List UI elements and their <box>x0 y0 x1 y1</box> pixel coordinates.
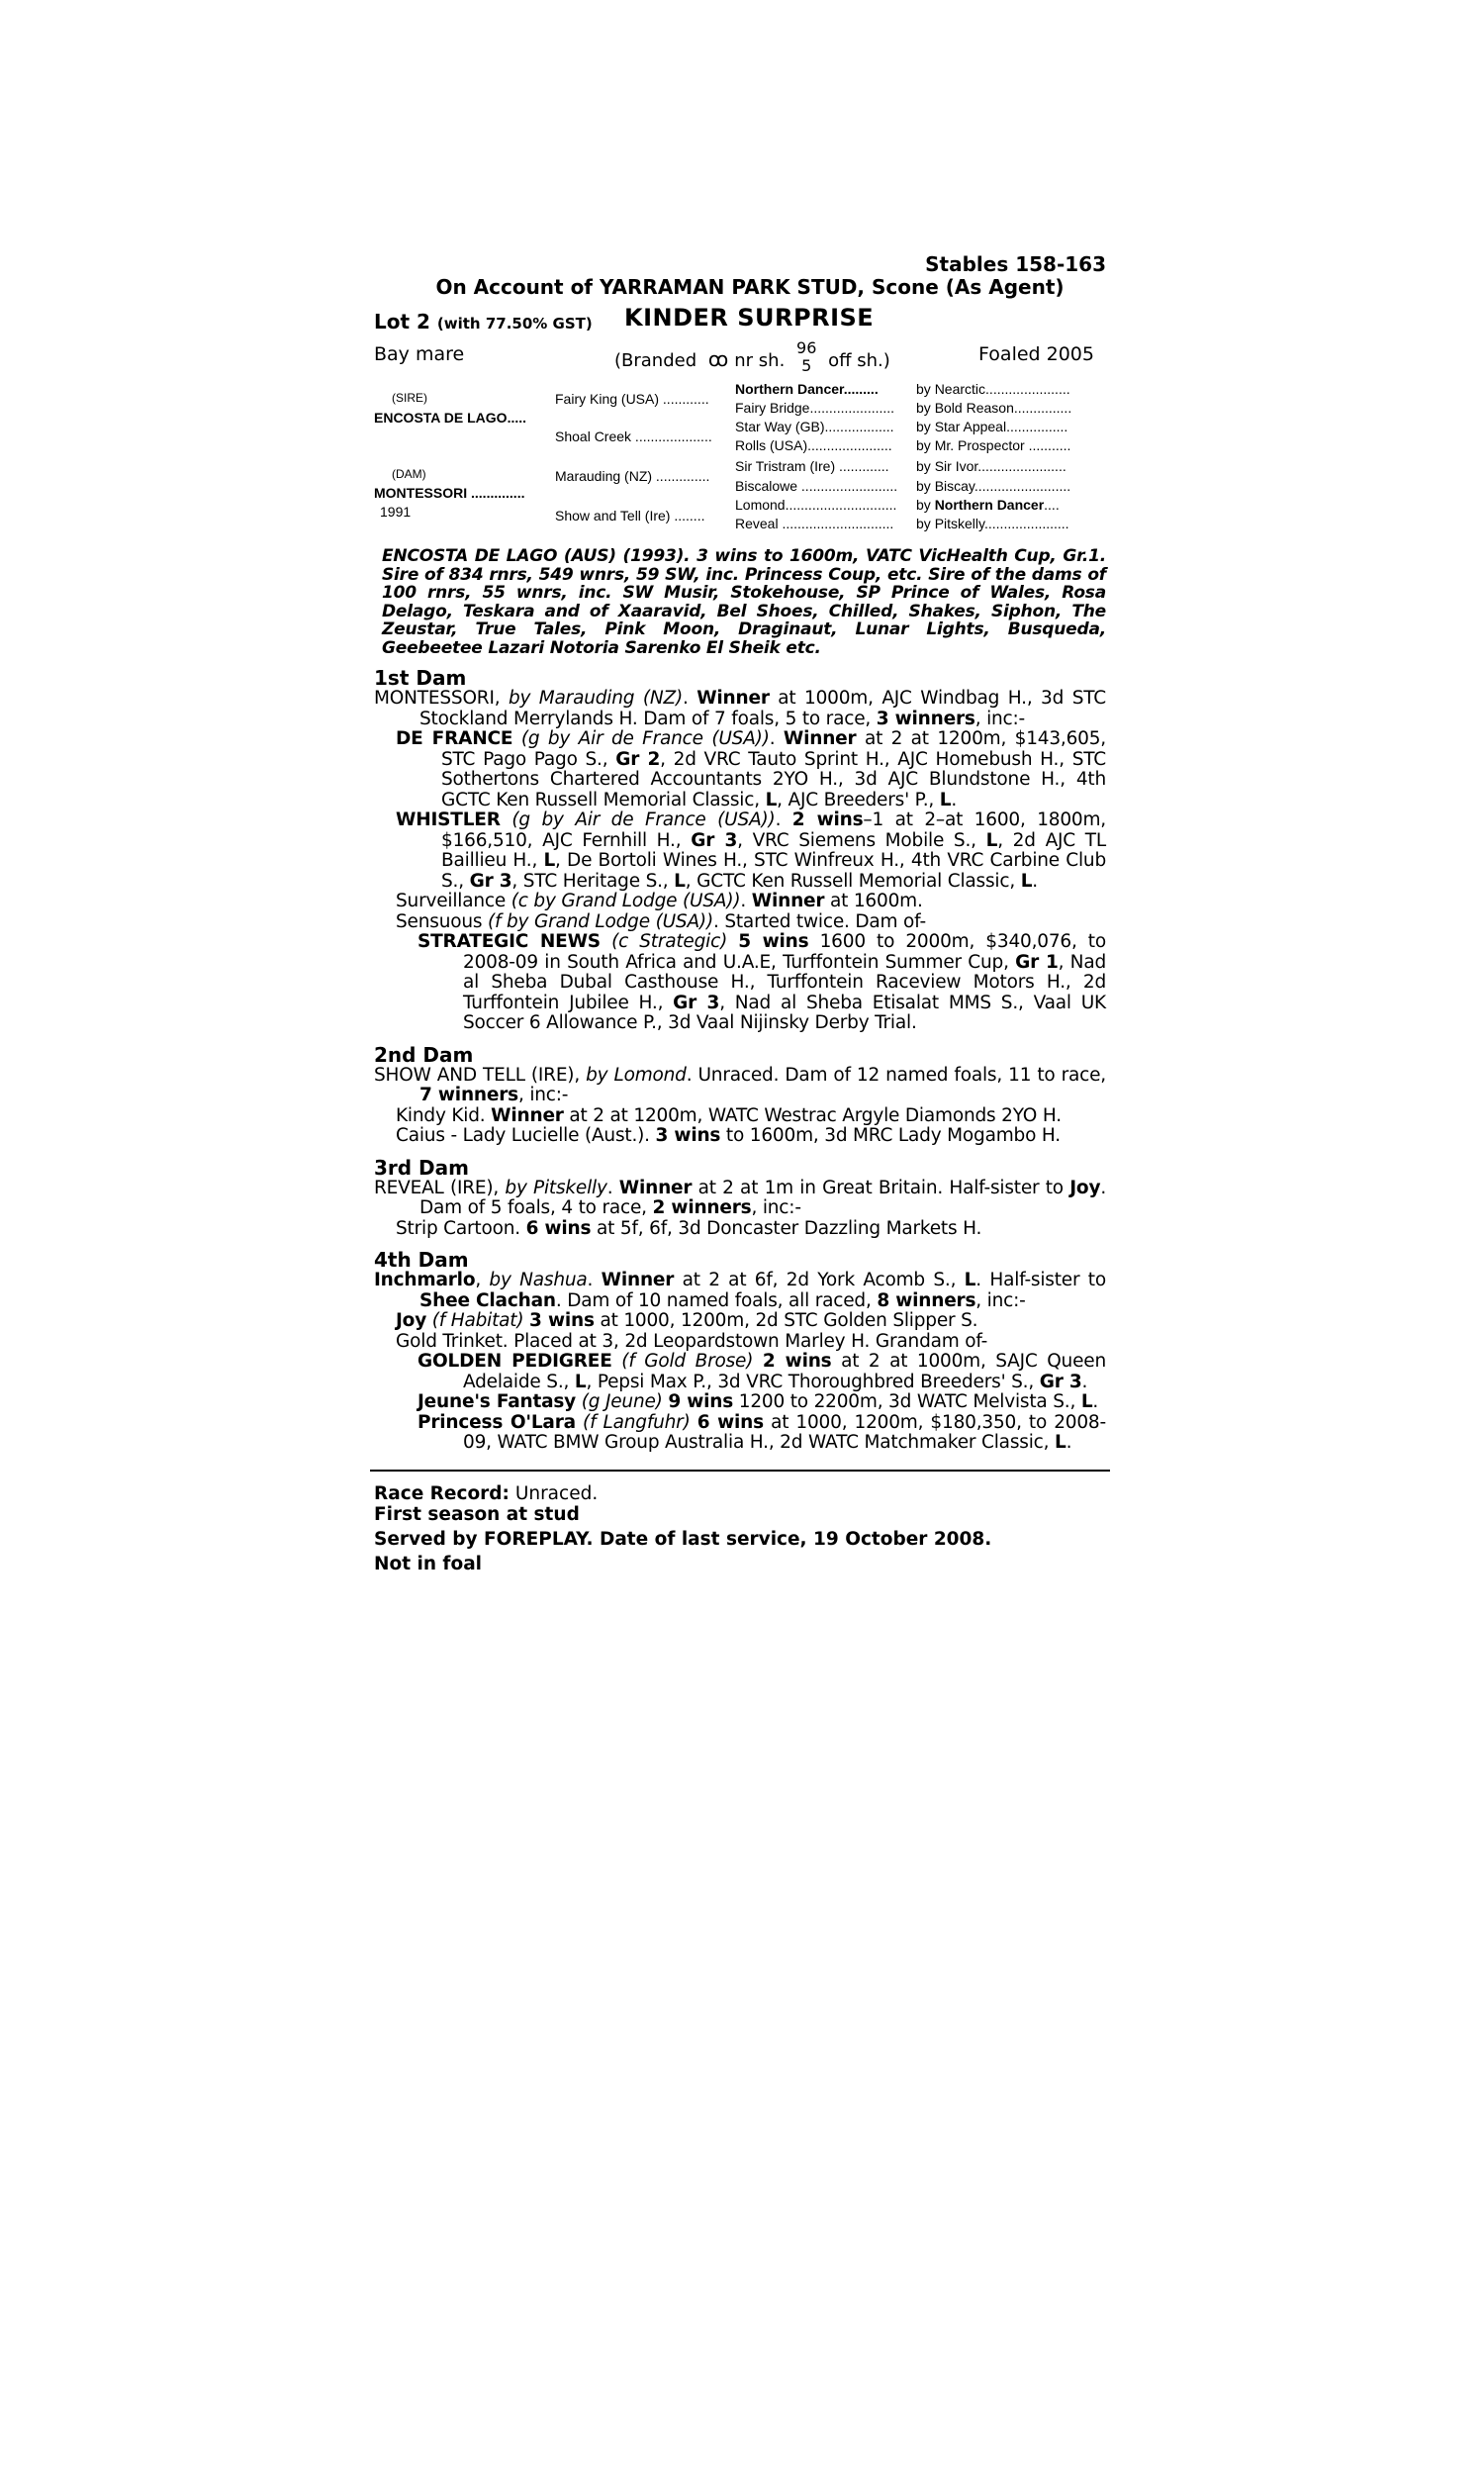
progeny-entry: Caius - Lady Lucielle (Aust.). 3 wins to 1600m, 3d MRC Lady Mogambo H. <box>396 1125 1061 1146</box>
dam-label: (DAM) <box>392 467 426 481</box>
foaled-year: Foaled 2005 <box>978 343 1094 365</box>
vendor-account: On Account of YARRAMAN PARK STUD, Scone (As Agent) <box>435 275 1065 299</box>
lot-row <box>374 302 1106 335</box>
stud-season: First season at stud <box>374 1503 580 1525</box>
divider <box>370 1470 1110 1472</box>
ped-gen4-4: by Mr. Prospector ........... <box>916 437 1071 453</box>
ped-gen4-6: by Biscay......................... <box>916 478 1071 494</box>
brand-near: nr sh. <box>734 350 786 371</box>
progeny-entry: Jeune's Fantasy (g Jeune) 9 wins 1200 to 2200m, 3d WATC Melvista S., L. <box>417 1391 1099 1412</box>
ped-gen3-6: Biscalowe ......................... <box>735 478 898 494</box>
second-dam-heading: 2nd Dam <box>374 1042 474 1067</box>
ped-gen4-3: by Star Appeal................ <box>916 419 1068 434</box>
ped-gen3-3: Star Way (GB).................. <box>735 419 894 434</box>
brand-off: off sh.) <box>828 350 890 371</box>
brand-glyph: ꚙ <box>707 347 729 371</box>
third-dam-entry: REVEAL (IRE), by Pitskelly. Winner at 2 at 1m in Great Britain. Half-sister to Joy. Dam of 5 foals, 4 to race, 2 winners, inc:- <box>374 1177 1106 1218</box>
brand-number-bottom: 5 <box>801 356 812 375</box>
colour-sex: Bay mare <box>374 343 465 365</box>
brand-prefix: (Branded <box>614 350 697 371</box>
horse-name: KINDER SURPRISE <box>624 304 875 332</box>
brand-number-top: 96 <box>796 338 817 357</box>
ped-gen4-5: by Sir Ivor....................... <box>916 458 1067 474</box>
sire-label: (SIRE) <box>392 391 427 405</box>
sire-name: ENCOSTA DE LAGO..... <box>374 410 527 426</box>
dam-year: 1991 <box>380 504 412 520</box>
first-dam-heading: 1st Dam <box>374 666 467 690</box>
service-details: Served by FOREPLAY. Date of last service, 19 October 2008. <box>374 1528 992 1550</box>
progeny-entry: STRATEGIC NEWS (c Strategic) 5 wins 1600 to 2000m, $340,076, to 2008-09 in South Africa and U.A.E, Turffontein Summer Cup, Gr 1, Nad al Sheba Dubal Casthouse H., Turffontein Raceview Motors H., 2d Turffontein Jubilee H., Gr 3, Nad al Sheba Etisalat MMS S., Vaal UK Soccer 6 Allowance P., 3d Vaal Nijinsky Derby Trial. <box>417 931 1107 1033</box>
progeny-entry: Sensuous (f by Grand Lodge (USA)). Started twice. Dam of- <box>396 910 926 932</box>
description-row <box>374 335 1106 375</box>
second-dam-entry: SHOW AND TELL (IRE), by Lomond. Unraced. Dam of 12 named foals, 11 to race, 7 winners, inc:- <box>374 1064 1106 1105</box>
ped-gen3-2: Fairy Bridge...................... <box>735 400 895 416</box>
stables-number: Stables 158-163 <box>925 252 1106 276</box>
ped-gen4-1: by Nearctic...................... <box>916 381 1070 397</box>
brand-number <box>796 339 816 375</box>
ped-gen2-1: Fairy King (USA) ............ <box>555 391 709 407</box>
ped-gen3-4: Rolls (USA)...................... <box>735 437 892 453</box>
lot-number <box>374 310 593 333</box>
progeny-entry: Strip Cartoon. 6 wins at 5f, 6f, 3d Doncaster Dazzling Markets H. <box>396 1217 982 1239</box>
foal-status: Not in foal <box>374 1553 483 1574</box>
progeny-entry: Joy (f Habitat) 3 wins at 1000, 1200m, 2d STC Golden Slipper S. <box>396 1310 978 1331</box>
ped-gen2-2: Shoal Creek .................... <box>555 428 712 444</box>
footer <box>374 1483 1106 1574</box>
fourth-dam-entry: Inchmarlo, by Nashua. Winner at 2 at 6f, 2d York Acomb S., L. Half-sister to Shee Clachan. Dam of 10 named foals, all raced, 8 winners, inc:- <box>374 1270 1106 1311</box>
third-dam-heading: 3rd Dam <box>374 1155 469 1180</box>
ped-gen4-2: by Bold Reason............... <box>916 400 1072 416</box>
progeny-entry: WHISTLER (g by Air de France (USA)). 2 wins–1 at 2–at 1600, 1800m, $166,510, AJC Fernhill H., Gr 3, VRC Siemens Mobile S., L, 2d AJC TL Baillieu H., L, De Bortoli Wines H., STC Winfreux H., 4th VRC Carbine Club S., Gr 3, STC Heritage S., L, GCTC Ken Russell Memorial Classic, L. <box>396 809 1106 892</box>
ped-gen3-8: Reveal ............................. <box>735 516 894 531</box>
lot-label: Lot 2 <box>374 310 430 333</box>
fourth-dam-heading: 4th Dam <box>374 1248 469 1272</box>
race-record: Race Record: Unraced. <box>374 1482 599 1504</box>
brand-marks <box>614 338 890 379</box>
dam-name: MONTESSORI .............. <box>374 485 525 501</box>
progeny-entry: Surveillance (c by Grand Lodge (USA)). Winner at 1600m. <box>396 891 923 911</box>
progeny-entry: DE FRANCE (g by Air de France (USA)). Winner at 2 at 1200m, $143,605, STC Pago Pago S., Gr 2, 2d VRC Tauto Sprint H., AJC Homebush H., STC Sothertons Chartered Accountants 2YO H., 3d AJC Blundstone H., 4th GCTC Ken Russell Memorial Classic, L, AJC Breeders' P., L. <box>396 728 1106 810</box>
pedigree-table <box>374 381 1106 539</box>
ped-gen3-1: Northern Dancer......... <box>735 381 879 397</box>
progeny-entry: Princess O'Lara (f Langfuhr) 6 wins at 1000, 1200m, $180,350, to 2008-09, WATC BMW Group Australia H., 2d WATC Matchmaker Classic, L. <box>417 1411 1106 1453</box>
first-dam-entry: MONTESSORI, by Marauding (NZ). Winner at 1000m, AJC Windbag H., 3d STC Stockland Merrylands H. Dam of 7 foals, 5 to race, 3 winners, inc:- <box>374 688 1106 729</box>
progeny-entry: GOLDEN PEDIGREE (f Gold Brose) 2 wins at 2 at 1000m, SAJC Queen Adelaide S., L, Pepsi Max P., 3d VRC Thoroughbred Breeders' S., Gr 3. <box>417 1351 1106 1392</box>
ped-gen2-3: Marauding (NZ) .............. <box>555 468 710 484</box>
ped-gen3-7: Lomond............................. <box>735 497 897 513</box>
sire-notes: ENCOSTA DE LAGO (AUS) (1993). 3 wins to 1600m, VATC VicHealth Cup, Gr.1. Sire of 834 rnrs, 549 wnrs, 59 SW, inc. Princess Coup, etc. Sire of the dams of 100 rnrs, 55 wnrs, inc. SW Musir, Stokehouse, SP Prince of Wales, Rosa Delago, Teskara and of Xaaravid, Bel Shoes, Chilled, Shakes, Siphon, The Zeustar, True Tales, Pink Moon, Draginaut, Lunar Lights, Busqueda, Geebeetee Lazari Notoria Sarenko El Sheik etc. <box>382 546 1106 658</box>
progeny-entry: Gold Trinket. Placed at 3, 2d Leopardstown Marley H. Grandam of- <box>396 1330 988 1352</box>
ped-gen3-5: Sir Tristram (Ire) ............. <box>735 458 889 474</box>
ped-gen2-4: Show and Tell (Ire) ........ <box>555 508 705 523</box>
progeny-entry: Kindy Kid. Winner at 2 at 1200m, WATC Westrac Argyle Diamonds 2YO H. <box>396 1104 1062 1126</box>
catalogue-page <box>374 252 1106 1574</box>
ped-gen4-8: by Pitskelly...................... <box>916 516 1069 531</box>
ped-gen4-7: by Northern Dancer.... <box>916 497 1060 513</box>
gst-note: (with 77.50% GST) <box>436 315 593 333</box>
